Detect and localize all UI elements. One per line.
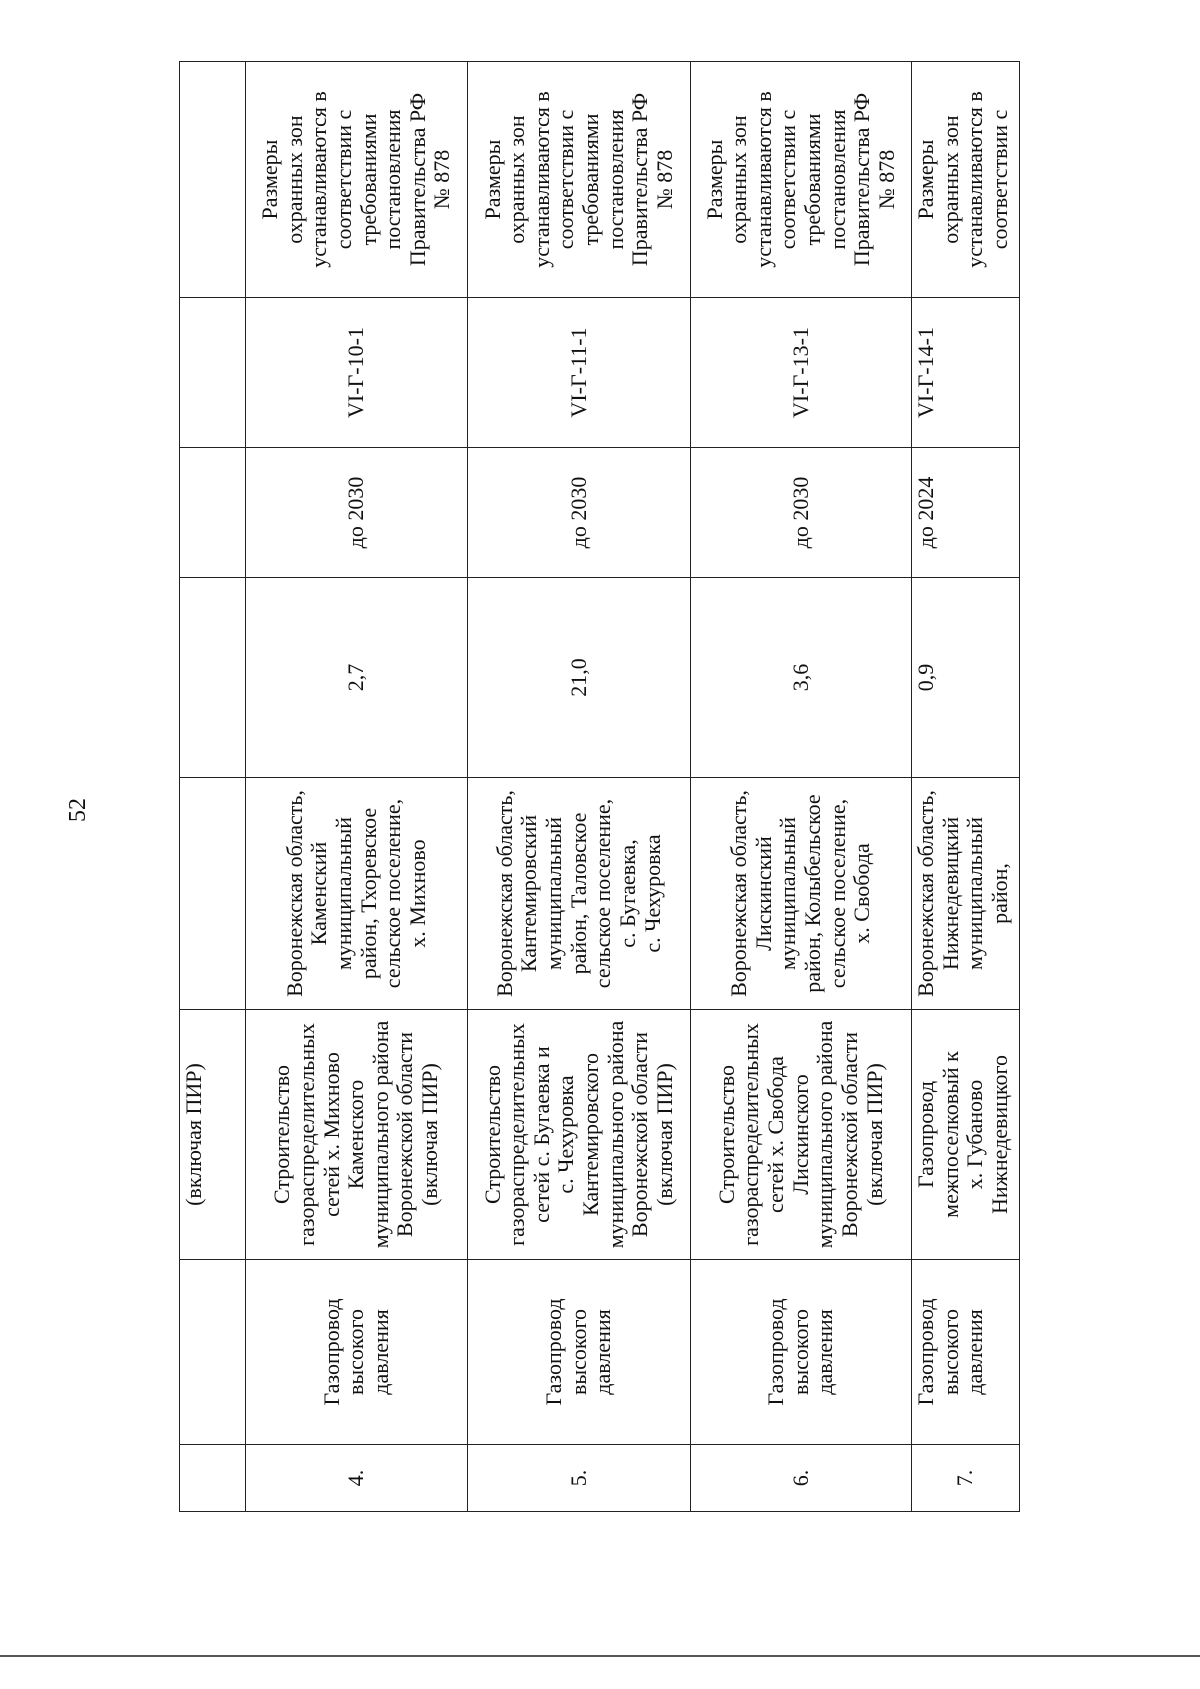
cell-location: Воронежская область, Каменский муниципальный район, Тхоревское сельское поселение, х. Михново xyxy=(246,778,468,1010)
cell-deadline xyxy=(180,448,246,578)
cell-length: 0,9 xyxy=(912,578,1020,778)
cell-object xyxy=(180,1260,246,1445)
gas-pipeline-table xyxy=(179,61,1020,1512)
cell-num: 4. xyxy=(246,1445,468,1512)
cell-deadline: до 2030 xyxy=(468,448,691,578)
cell-code: VI-Г-14-1 xyxy=(912,298,1020,448)
cell-num: 6. xyxy=(691,1445,912,1512)
cell-description: Строительство газораспределительных сетей х. Свобода Лискинского муниципального района Воронежской области (включая ПИР) xyxy=(691,1010,912,1260)
table-row xyxy=(691,62,912,1512)
cell-object: Газопровод высокого давления xyxy=(468,1260,691,1445)
cell-description: Строительство газораспределительных сетей х. Михново Каменского муниципального района Воронежской области (включая ПИР) xyxy=(246,1010,468,1260)
cell-zones: Размеры охранных зон устанавливаются в соответствии с требованиями постановления Правительства РФ № 878 xyxy=(468,62,691,298)
cell-length: 2,7 xyxy=(246,578,468,778)
cell-deadline: до 2030 xyxy=(246,448,468,578)
cell-deadline: до 2024 xyxy=(912,448,1020,578)
cell-deadline: до 2030 xyxy=(691,448,912,578)
cell-num: 5. xyxy=(468,1445,691,1512)
cell-length: 3,6 xyxy=(691,578,912,778)
scan-edge-line xyxy=(0,1655,1200,1657)
cell-zones: Размеры охранных зон устанавливаются в соответствии с xyxy=(912,62,1020,298)
cell-location: Воронежская область, Лискинский муниципальный район, Колыбельское сельское поселение, х. Свобода xyxy=(691,778,912,1010)
cell-code: VI-Г-11-1 xyxy=(468,298,691,448)
cell-zones xyxy=(180,62,246,298)
table-header-row xyxy=(180,62,246,1512)
table-container xyxy=(179,62,1019,1512)
cell-location: Воронежская область, Кантемировский муниципальный район, Таловское сельское поселение, с. Бугаевка, с. Чехуровка xyxy=(468,778,691,1010)
cell-description: (включая ПИР) xyxy=(180,1010,246,1260)
cell-location xyxy=(180,778,246,1010)
cell-length xyxy=(180,578,246,778)
cell-code: VI-Г-10-1 xyxy=(246,298,468,448)
table-row xyxy=(912,62,1020,1512)
table-row xyxy=(246,62,468,1512)
cell-length: 21,0 xyxy=(468,578,691,778)
cell-num: 7. xyxy=(912,1445,1020,1512)
cell-object: Газопровод высокого давления xyxy=(246,1260,468,1445)
cell-object: Газопровод высокого давления xyxy=(691,1260,912,1445)
cell-location: Воронежская область, Нижнедевицкий муниципальный район, xyxy=(912,778,1020,1010)
cell-zones: Размеры охранных зон устанавливаются в соответствии с требованиями постановления Правительства РФ № 878 xyxy=(246,62,468,298)
cell-description: Газопровод межпоселковый к х. Губаново Нижнедевицкого xyxy=(912,1010,1020,1260)
cell-num xyxy=(180,1445,246,1512)
cell-zones: Размеры охранных зон устанавливаются в соответствии с требованиями постановления Правительства РФ № 878 xyxy=(691,62,912,298)
table-row xyxy=(468,62,691,1512)
cell-object: Газопровод высокого давления xyxy=(912,1260,1020,1445)
cell-description: Строительство газораспределительных сетей с. Бугаевка и с. Чехуровка Кантемировского муниципального района Воронежской области (включая ПИР) xyxy=(468,1010,691,1260)
cell-code: VI-Г-13-1 xyxy=(691,298,912,448)
cell-code xyxy=(180,298,246,448)
page-number: 52 xyxy=(65,798,91,822)
